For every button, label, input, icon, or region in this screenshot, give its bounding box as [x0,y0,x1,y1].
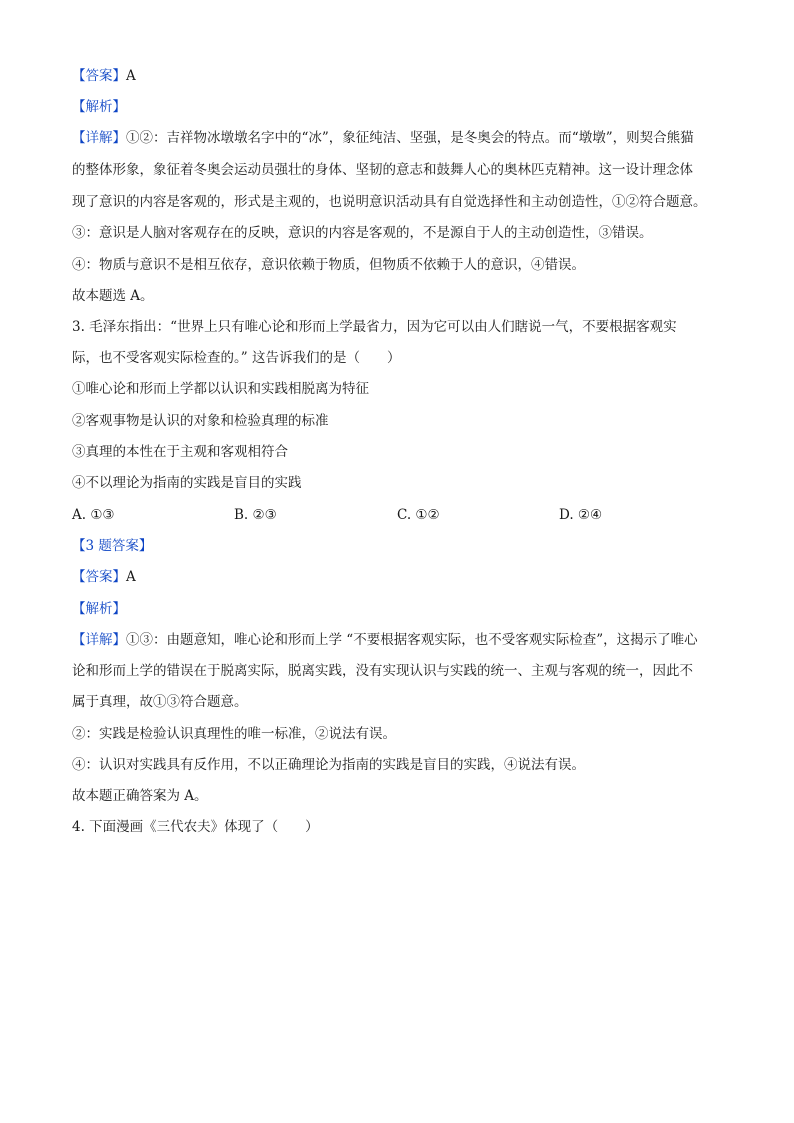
detail-3-line-3: 属于真理，故①③符合题意。 [72,694,248,710]
analysis-line [72,98,744,116]
option-a: A. ①③ [72,507,115,523]
conclusion-line: 故本题选 A。 [72,288,154,304]
point-3-4-line: ④：认识对实践具有反作用，不以正确理论为指南的实践是盲目的实践，④说法有误。 [72,757,585,773]
answer-value: A [126,68,136,84]
conclusion-3-line: 故本题正确答案为 A。 [72,788,208,804]
option-b: B. ②③ [234,507,277,523]
answer-line [72,67,744,85]
answer-3-title-line [72,537,744,555]
question-3-stem-1: 3. 毛泽东指出：“世界上只有唯心论和形而上学最省力，因为它可以由人们瞎说一气，不要根据客观实 [72,319,677,335]
answer-tag: 【答案】 [72,68,126,84]
answer-3-line [72,568,744,586]
detail-3-tag: 【详解】 [72,632,126,648]
detail-3-line-1 [72,631,744,649]
answer-3-tag: 【答案】 [72,569,126,585]
analysis-3-tag: 【解析】 [72,601,126,617]
analysis-tag: 【解析】 [72,99,126,115]
statement-3: ③真理的本性在于主观和客观相符合 [72,444,288,460]
detail-line-2: 的整体形象，象征着冬奥会运动员强壮的身体、坚韧的意志和鼓舞人心的奥林匹克精神。这一设计理念体 [72,162,693,178]
option-d: D. ②④ [559,507,603,523]
point-4-line: ④：物质与意识不是相互依存，意识依赖于物质，但物质不依赖于人的意识，④错误。 [72,257,585,273]
detail-tag: 【详解】 [72,130,126,146]
question-3-stem-2: 际，也不受客观实际检查的。” 这告诉我们的是（ ） [72,350,401,366]
answer-3-title-tag: 【3 题答案】 [72,538,153,554]
question-4-stem: 4. 下面漫画《三代农夫》体现了（ ） [72,819,319,835]
point-3-2-line: ②：实践是检验认识真理性的唯一标准，②说法有误。 [72,726,396,742]
point-3-line: ③：意识是人脑对客观存在的反映，意识的内容是客观的，不是源自于人的主动创造性，③错误。 [72,225,653,241]
option-c: C. ①② [397,507,440,523]
statement-1: ①唯心论和形而上学都以认识和实践相脱离为特征 [72,381,369,397]
detail-3-text: ①③：由题意知，唯心论和形而上学 “不要根据客观实际，也不受客观实际检查”，这揭示了唯心 [126,632,698,648]
answer-3-value: A [126,569,136,585]
analysis-3-line [72,600,744,618]
detail-line-3: 现了意识的内容是客观的，形式是主观的，也说明意识活动具有自觉选择性和主动创造性，①②符合题意。 [72,194,707,210]
detail-3-line-2: 论和形而上学的错误在于脱离实际，脱离实践，没有实现认识与实践的统一、主观与客观的统一，因此不 [72,663,693,679]
detail-text: ①②：吉祥物冰墩墩名字中的“冰”，象征纯洁、坚强，是冬奥会的特点。而“墩墩”，则契合熊猫 [126,130,694,146]
statement-4: ④不以理论为指南的实践是盲目的实践 [72,475,302,491]
detail-line-1 [72,129,744,147]
statement-2: ②客观事物是认识的对象和检验真理的标准 [72,413,329,429]
